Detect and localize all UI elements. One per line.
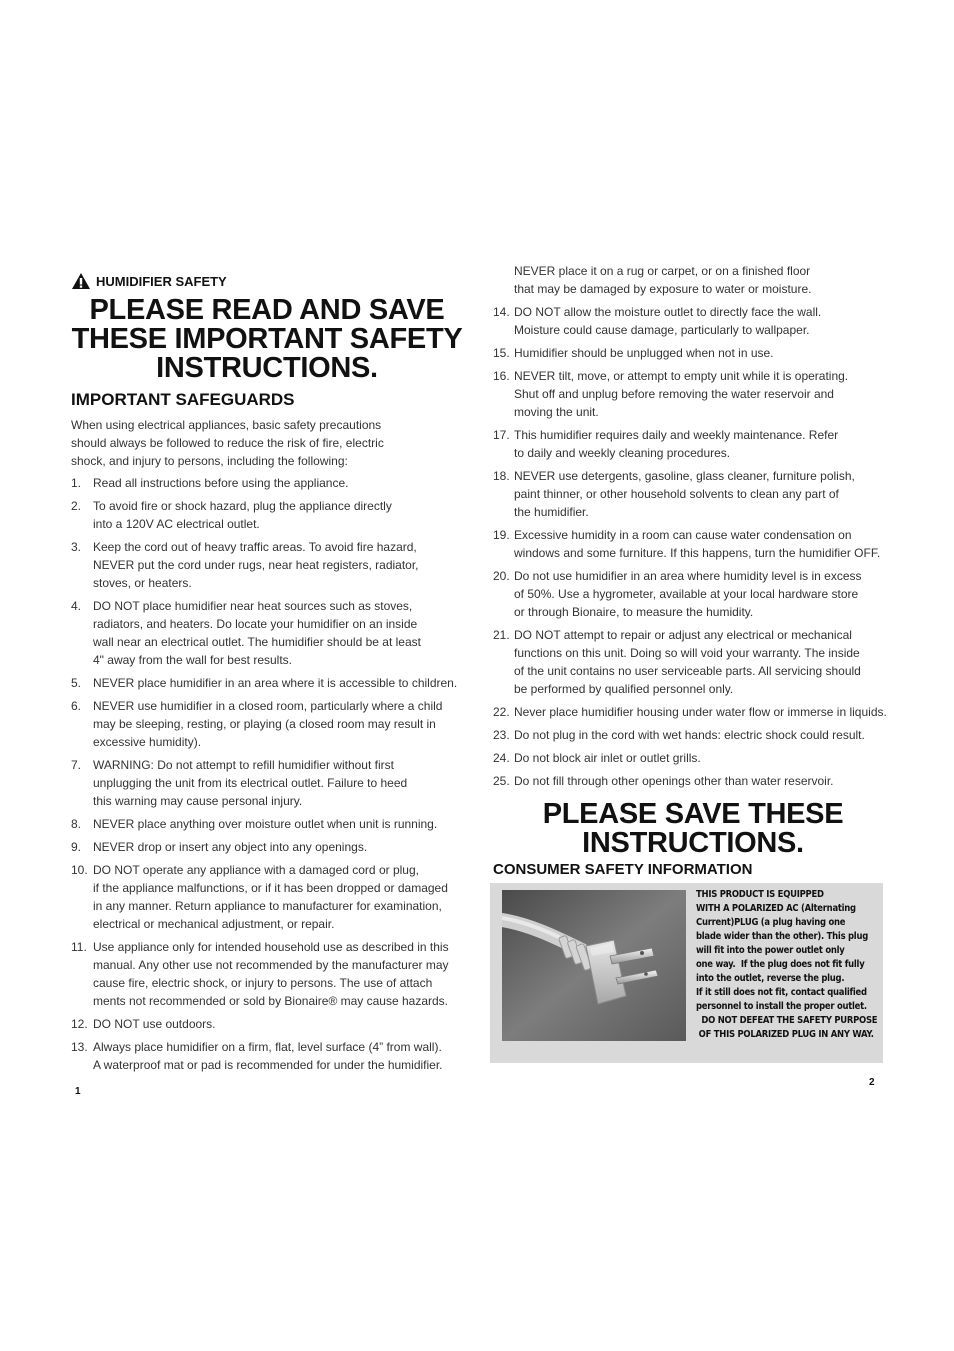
list-item bbox=[493, 303, 893, 339]
list-item-number: 3. bbox=[71, 540, 82, 554]
list-item-line: Use appliance only for intended household use as described in this bbox=[93, 940, 449, 954]
list-item-line: of 50%. Use a hygrometer, available at your local hardware store bbox=[514, 587, 859, 601]
list-item-number: 15. bbox=[493, 346, 510, 360]
list-item-text bbox=[514, 567, 893, 621]
page-title-line: THESE IMPORTANT SAFETY bbox=[71, 323, 463, 355]
polarized-plug-text bbox=[696, 888, 882, 1042]
list-item-line: manual. Any other use not recommended by the manufacturer may bbox=[93, 958, 449, 972]
list-item-line: if the appliance malfunctions, or if it has been dropped or damaged bbox=[93, 881, 448, 895]
intro-line: When using electrical appliances, basic safety precautions bbox=[71, 418, 382, 432]
save-title-line: PLEASE SAVE THESE bbox=[542, 798, 844, 830]
list-item-line: Never place humidifier housing under water flow or immerse in liquids. bbox=[514, 705, 887, 719]
safeguards-list bbox=[71, 474, 463, 1074]
list-item-text bbox=[93, 674, 463, 692]
list-item bbox=[71, 538, 463, 592]
list-item-number: 7. bbox=[71, 758, 82, 772]
list-item-text bbox=[514, 426, 893, 462]
list-item-number: 21. bbox=[493, 628, 510, 642]
list-item-text bbox=[514, 726, 893, 744]
list-item-line: Always place humidifier on a firm, flat, level surface (4” from wall). bbox=[93, 1040, 442, 1054]
list-item-number: 5. bbox=[71, 676, 82, 690]
plug-text-line: OF THIS POLARIZED PLUG IN ANY WAY. bbox=[696, 1029, 874, 1040]
list-item-text bbox=[514, 367, 893, 421]
list-item-line: DO NOT place humidifier near heat sources such as stoves, bbox=[93, 599, 413, 613]
safeguards-list-continued bbox=[493, 303, 893, 790]
list-item-line: Do not plug in the cord with wet hands: electric shock could result. bbox=[514, 728, 865, 742]
page-title-line: INSTRUCTIONS. bbox=[156, 352, 378, 384]
section-label-text: HUMIDIFIER SAFETY bbox=[96, 273, 227, 289]
plug-text-line: THIS PRODUCT IS EQUIPPED bbox=[696, 889, 824, 900]
list-item-line: A waterproof mat or pad is recommended for under the humidifier. bbox=[93, 1058, 443, 1072]
list-item bbox=[71, 1015, 463, 1033]
list-item bbox=[71, 597, 463, 669]
list-item-line: NEVER use detergents, gasoline, glass cleaner, furniture polish, bbox=[514, 469, 855, 483]
plug-text-line: WITH A POLARIZED AC (Alternating bbox=[696, 903, 856, 914]
list-item-text bbox=[93, 938, 463, 1010]
list-item-line: windows and some furniture. If this happens, turn the humidifier OFF. bbox=[514, 546, 881, 560]
list-item-number: 17. bbox=[493, 428, 510, 442]
list-item bbox=[493, 467, 893, 521]
list-item-text bbox=[93, 756, 463, 810]
list-item-number: 9. bbox=[71, 840, 82, 854]
page-title bbox=[71, 296, 463, 383]
continuation-line: that may be damaged by exposure to water or moisture. bbox=[514, 282, 812, 296]
list-item-line: Humidifier should be unplugged when not in use. bbox=[514, 346, 774, 360]
list-item-number: 23. bbox=[493, 728, 510, 742]
list-item-text bbox=[514, 703, 893, 721]
save-instructions-title bbox=[493, 800, 893, 858]
list-item-line: Shut off and unplug before removing the water reservoir and bbox=[514, 387, 834, 401]
item-13-continuation bbox=[493, 262, 893, 298]
list-item-number: 10. bbox=[71, 863, 88, 877]
intro-line: shock, and injury to persons, including the following: bbox=[71, 454, 348, 468]
list-item-line: wall near an electrical outlet. The humidifier should be at least bbox=[93, 635, 421, 649]
list-item-text bbox=[93, 815, 463, 833]
list-item-line: paint thinner, or other household solvents to clean any part of bbox=[514, 487, 839, 501]
list-item-text bbox=[514, 526, 893, 562]
section-label bbox=[71, 272, 463, 290]
list-item bbox=[71, 674, 463, 692]
polarized-plug-image bbox=[502, 890, 686, 1041]
list-item-number: 24. bbox=[493, 751, 510, 765]
list-item bbox=[493, 426, 893, 462]
page-title-line: PLEASE READ AND SAVE bbox=[89, 294, 445, 326]
list-item-line: this warning may cause personal injury. bbox=[93, 794, 303, 808]
list-item-text bbox=[93, 838, 463, 856]
list-item-line: in any manner. Return appliance to manufacturer for examination, bbox=[93, 899, 442, 913]
list-item-text bbox=[514, 344, 893, 362]
list-item-line: DO NOT use outdoors. bbox=[93, 1017, 216, 1031]
list-item bbox=[71, 861, 463, 933]
plug-text-line: personnel to install the proper outlet. bbox=[696, 1001, 867, 1012]
list-item-line: or through Bionaire, to measure the humidity. bbox=[514, 605, 754, 619]
list-item bbox=[71, 938, 463, 1010]
list-item-line: DO NOT operate any appliance with a damaged cord or plug, bbox=[93, 863, 419, 877]
list-item-line: DO NOT attempt to repair or adjust any electrical or mechanical bbox=[514, 628, 852, 642]
warning-icon bbox=[71, 272, 91, 290]
consumer-safety-heading: CONSUMER SAFETY INFORMATION bbox=[493, 861, 753, 878]
list-item-line: Excessive humidity in a room can cause water condensation on bbox=[514, 528, 852, 542]
page-number-right: 2 bbox=[869, 1077, 875, 1088]
page-number-left: 1 bbox=[75, 1086, 81, 1097]
list-item-number: 20. bbox=[493, 569, 510, 583]
list-item-line: Moisture could cause damage, particularly to wallpaper. bbox=[514, 323, 810, 337]
list-item-number: 18. bbox=[493, 469, 510, 483]
intro-paragraph bbox=[71, 416, 401, 470]
list-item-text bbox=[93, 861, 463, 933]
plug-text-line: will fit into the power outlet only bbox=[696, 945, 845, 956]
list-item bbox=[493, 772, 893, 790]
list-item-line: Keep the cord out of heavy traffic areas. To avoid fire hazard, bbox=[93, 540, 417, 554]
plug-text-line: Current)PLUG (a plug having one bbox=[696, 917, 846, 928]
plug-text-line: DO NOT DEFEAT THE SAFETY PURPOSE bbox=[696, 1015, 878, 1026]
list-item-line: into a 120V AC electrical outlet. bbox=[93, 517, 260, 531]
list-item-line: functions on this unit. Doing so will void your warranty. The inside bbox=[514, 646, 860, 660]
list-item-line: This humidifier requires daily and weekly maintenance. Refer bbox=[514, 428, 839, 442]
list-item-text bbox=[514, 467, 893, 521]
list-item bbox=[493, 367, 893, 421]
list-item-line: excessive humidity). bbox=[93, 735, 202, 749]
list-item-number: 12. bbox=[71, 1017, 88, 1031]
list-item-text bbox=[514, 772, 893, 790]
list-item-line: To avoid fire or shock hazard, plug the appliance directly bbox=[93, 499, 392, 513]
list-item-text bbox=[93, 538, 463, 592]
list-item-line: of the unit contains no user serviceable parts. All servicing should bbox=[514, 664, 861, 678]
list-item bbox=[493, 344, 893, 362]
list-item-line: may be sleeping, resting, or playing (a closed room may result in bbox=[93, 717, 436, 731]
list-item-number: 25. bbox=[493, 774, 510, 788]
list-item bbox=[71, 815, 463, 833]
list-item-line: NEVER drop or insert any object into any openings. bbox=[93, 840, 368, 854]
list-item-number: 4. bbox=[71, 599, 82, 613]
list-item-line: be performed by qualified personnel only. bbox=[514, 682, 734, 696]
list-item-number: 14. bbox=[493, 305, 510, 319]
list-item-number: 6. bbox=[71, 699, 82, 713]
list-item-line: NEVER put the cord under rugs, near heat registers, radiator, bbox=[93, 558, 419, 572]
list-item-number: 13. bbox=[71, 1040, 88, 1054]
polarized-plug-info-box bbox=[490, 883, 883, 1063]
left-column bbox=[71, 272, 463, 1079]
list-item-line: stoves, or heaters. bbox=[93, 576, 192, 590]
list-item-text bbox=[514, 749, 893, 767]
list-item bbox=[493, 526, 893, 562]
list-item bbox=[493, 726, 893, 744]
continuation-line: NEVER place it on a rug or carpet, or on a finished floor bbox=[514, 264, 811, 278]
list-item-text bbox=[93, 1015, 463, 1033]
list-item bbox=[493, 703, 893, 721]
list-item-text bbox=[514, 626, 893, 698]
list-item-text bbox=[93, 1038, 463, 1074]
list-item-line: moving the unit. bbox=[514, 405, 599, 419]
list-item-line: unplugging the unit from its electrical outlet. Failure to heed bbox=[93, 776, 408, 790]
list-item-number: 22. bbox=[493, 705, 510, 719]
list-item-text bbox=[93, 597, 463, 669]
list-item-line: DO NOT allow the moisture outlet to directly face the wall. bbox=[514, 305, 822, 319]
list-item bbox=[493, 626, 893, 698]
list-item-number: 11. bbox=[71, 940, 87, 954]
list-item-number: 16. bbox=[493, 369, 510, 383]
list-item bbox=[493, 749, 893, 767]
list-item-line: radiators, and heaters. Do locate your humidifier on an inside bbox=[93, 617, 418, 631]
list-item-text bbox=[514, 303, 893, 339]
intro-line: should always be followed to reduce the risk of fire, electric bbox=[71, 436, 384, 450]
list-item-number: 19. bbox=[493, 528, 510, 542]
list-item-line: cause fire, electric shock, or injury to persons. The use of attach bbox=[93, 976, 433, 990]
list-item-number: 2. bbox=[71, 499, 82, 513]
list-item bbox=[493, 567, 893, 621]
save-title-line: INSTRUCTIONS. bbox=[582, 827, 804, 859]
list-item-line: NEVER place humidifier in an area where it is accessible to children. bbox=[93, 676, 458, 690]
safeguards-heading: IMPORTANT SAFEGUARDS bbox=[71, 390, 295, 409]
list-item-line: NEVER tilt, move, or attempt to empty unit while it is operating. bbox=[514, 369, 849, 383]
list-item bbox=[71, 697, 463, 751]
list-item-number: 1. bbox=[71, 476, 82, 490]
list-item-number: 8. bbox=[71, 817, 82, 831]
plug-text-line: If it still does not fit, contact qualified bbox=[696, 987, 867, 998]
list-item bbox=[71, 756, 463, 810]
list-item-line: NEVER use humidifier in a closed room, particularly where a child bbox=[93, 699, 443, 713]
list-item-line: 4" away from the wall for best results. bbox=[93, 653, 293, 667]
list-item-line: ments not recommended or sold by Bionaire® may cause hazards. bbox=[93, 994, 449, 1008]
list-item-text bbox=[93, 697, 463, 751]
plug-text-line: into the outlet, reverse the plug. bbox=[696, 973, 845, 984]
list-item-line: Read all instructions before using the appliance. bbox=[93, 476, 349, 490]
list-item bbox=[71, 838, 463, 856]
list-item-line: to daily and weekly cleaning procedures. bbox=[514, 446, 731, 460]
list-item bbox=[71, 497, 463, 533]
list-item-line: Do not use humidifier in an area where humidity level is in excess bbox=[514, 569, 862, 583]
plug-text-line: one way. If the plug does not fit fully bbox=[696, 959, 865, 970]
list-item-line: Do not block air inlet or outlet grills. bbox=[514, 751, 701, 765]
list-item-text bbox=[93, 474, 463, 492]
list-item-line: Do not fill through other openings other than water reservoir. bbox=[514, 774, 834, 788]
list-item-line: NEVER place anything over moisture outlet when unit is running. bbox=[93, 817, 438, 831]
list-item-line: electrical or mechanical adjustment, or repair. bbox=[93, 917, 335, 931]
list-item bbox=[71, 474, 463, 492]
list-item-line: WARNING: Do not attempt to refill humidifier without first bbox=[93, 758, 394, 772]
right-column bbox=[493, 262, 893, 882]
plug-text-line: blade wider than the other). This plug bbox=[696, 931, 868, 942]
list-item-line: the humidifier. bbox=[514, 505, 589, 519]
list-item bbox=[71, 1038, 463, 1074]
list-item-text bbox=[93, 497, 463, 533]
